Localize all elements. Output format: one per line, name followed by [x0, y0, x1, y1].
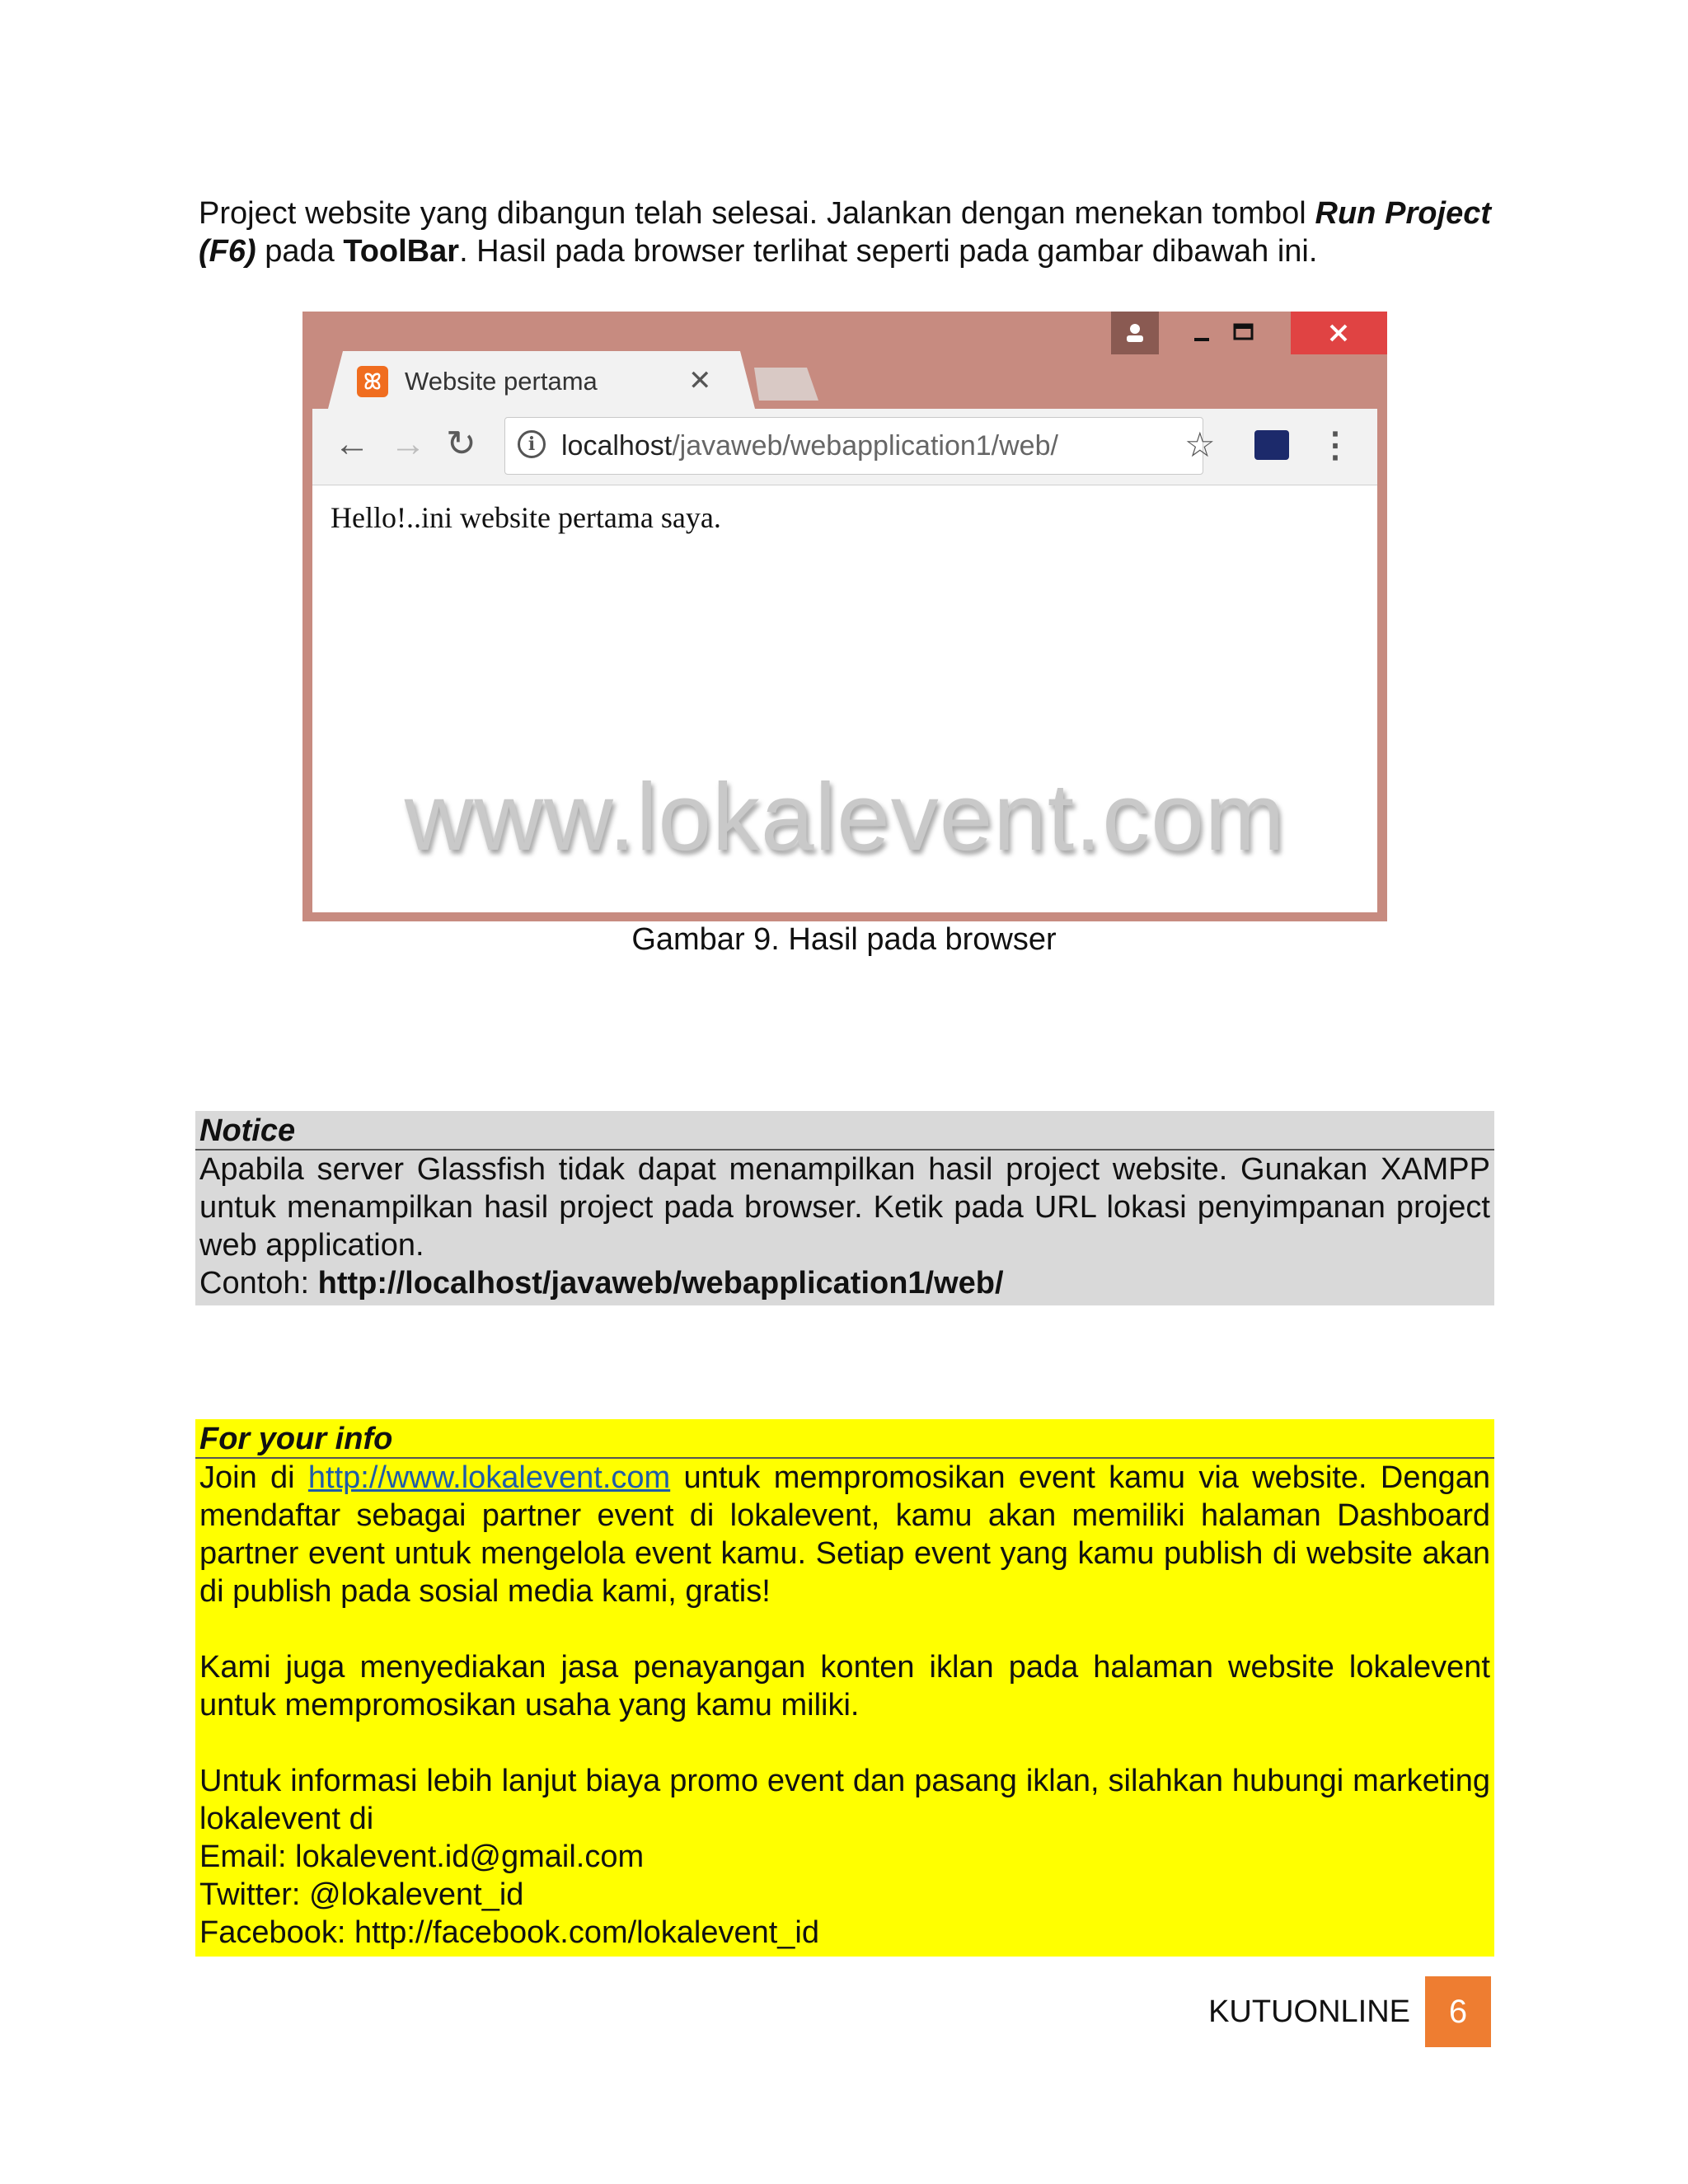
contact-facebook: Facebook: http://facebook.com/lokalevent_id [199, 1915, 820, 1950]
maximize-button[interactable] [1222, 312, 1264, 354]
info-body [195, 1459, 1494, 1952]
notice-box [195, 1111, 1494, 1305]
xampp-icon: ꕤ [357, 366, 388, 397]
intro-text: . Hasil pada browser terlihat seperti pada gambar dibawah ini. [459, 234, 1318, 269]
notice-heading: Notice [195, 1111, 1494, 1151]
intro-text: Project website yang dibangun telah selesai. Jalankan dengan menekan tombol [199, 196, 1315, 231]
notice-body [195, 1151, 1494, 1302]
info-paragraph-2: Kami juga menyediakan jasa penayangan konten iklan pada halaman website lokalevent untuk mempromosikan usaha yang kamu miliki. [199, 1650, 1490, 1722]
extension-icon[interactable] [1254, 430, 1289, 460]
page-number: 6 [1425, 1976, 1491, 2047]
info-text: untuk mempromosikan event kamu via website. Dengan mendaftar sebagai partner event di lokalevent, kamu akan memiliki halaman Dashboard partner event untuk mengelola event kamu. Setiap event yang kamu publish di website akan di publish pada sosial media kami, gratis! [199, 1460, 1490, 1609]
user-profile-button[interactable] [1111, 312, 1159, 354]
info-heading: For your info [195, 1419, 1494, 1459]
info-paragraph-3: Untuk informasi lebih lanjut biaya promo event dan pasang iklan, silahkan hubungi marketing lokalevent di [199, 1764, 1490, 1836]
info-text: Join di [199, 1460, 308, 1495]
tab-close-icon[interactable]: ✕ [688, 365, 712, 396]
reload-icon[interactable]: ↻ [446, 424, 476, 464]
forward-arrow-icon[interactable]: → [390, 424, 426, 464]
url-text[interactable] [561, 425, 1058, 466]
watermark: www.lokalevent.com [404, 763, 1286, 870]
minimize-button[interactable] [1181, 312, 1222, 354]
contact-email: Email: lokalevent.id@gmail.com [199, 1840, 645, 1874]
footer-brand: KUTUONLINE [1208, 1994, 1410, 2029]
close-icon [1291, 312, 1387, 354]
browser-screenshot [302, 312, 1387, 921]
back-arrow-icon[interactable]: ← [334, 424, 370, 464]
tab-title: Website pertama [405, 367, 598, 396]
figure-caption: Gambar 9. Hasil pada browser [631, 922, 1057, 957]
notice-text: Apabila server Glassfish tidak dapat menampilkan hasil project website. Gunakan XAMPP untuk menampilkan hasil project pada browser. Ketik pada URL lokasi penyimpanan project web application. [199, 1152, 1490, 1263]
info-paragraph-1 [199, 1459, 1490, 1610]
info-icon[interactable]: i [518, 430, 546, 458]
minimize-icon [1181, 312, 1222, 354]
intro-paragraph [199, 194, 1491, 270]
toolbar-label: ToolBar [343, 234, 460, 269]
run-project-label: Run Project (F6) [199, 196, 1491, 269]
example-label: Contoh: [199, 1266, 318, 1301]
new-tab-button[interactable] [748, 368, 818, 401]
more-menu-icon[interactable]: ⋮ [1318, 425, 1353, 464]
url-host: localhost [561, 430, 673, 462]
url-path: /javaweb/webapplication1/web/ [672, 430, 1058, 462]
user-icon [1111, 312, 1159, 354]
window-close-button[interactable] [1291, 312, 1387, 354]
contact-twitter: Twitter: @lokalevent_id [199, 1877, 524, 1912]
example-url: http://localhost/javaweb/webapplication1/web/ [317, 1266, 1004, 1301]
page-content-text: Hello!..ini website pertama saya. [331, 501, 721, 534]
bookmark-star-icon[interactable]: ☆ [1184, 425, 1216, 464]
lokalevent-link[interactable]: http://www.lokalevent.com [307, 1460, 671, 1495]
maximize-icon [1222, 312, 1264, 354]
info-box [195, 1419, 1494, 1957]
intro-text: pada [256, 234, 344, 269]
